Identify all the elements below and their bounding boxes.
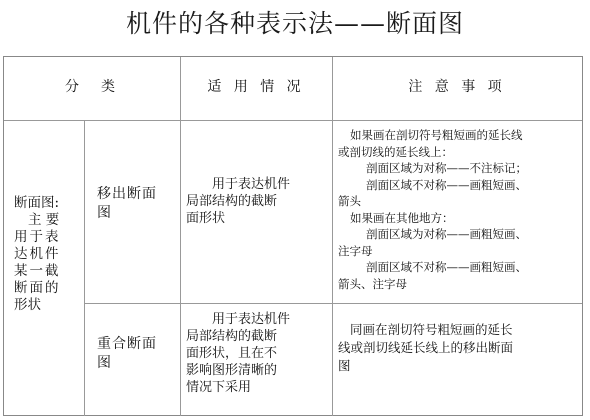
col-divider-1	[84, 120, 85, 416]
type-line: 图	[97, 205, 112, 221]
classification-table	[3, 56, 583, 416]
note-line: 如果画在剖切符号粗短画的延长线	[350, 128, 523, 142]
page-title: 机件的各种表示法——断面图	[125, 9, 464, 38]
row-divider	[84, 303, 582, 304]
col-divider-3	[332, 57, 333, 416]
header-notes: 注 意 事 项	[408, 79, 506, 95]
category-line: 主 要	[28, 212, 60, 228]
category-line: 达机件	[14, 246, 61, 262]
category-line: 断面的	[14, 280, 61, 296]
type-line: 重合断面	[97, 336, 157, 352]
col-divider-2	[180, 57, 181, 416]
notes-coincident-section	[338, 321, 582, 375]
type-line: 图	[97, 355, 112, 371]
usage-line: 用于表达机件	[212, 177, 291, 192]
note-line: 剖面区域为对称——不注标记；	[366, 161, 527, 175]
usage-line: 面形状	[186, 211, 226, 226]
usage-removed-section	[186, 176, 330, 227]
usage-coincident-section	[186, 311, 330, 396]
notes-removed-section	[338, 127, 582, 292]
note-line: 同画在剖切符号粗短画的延长	[350, 322, 513, 337]
type-removed-section	[97, 185, 177, 223]
note-line: 线或剖切线延长线上的移出断面	[338, 340, 514, 355]
usage-line: 影响图形清晰的	[186, 363, 278, 378]
usage-line: 局部结构的截断	[186, 194, 278, 209]
usage-line: 面形状，且在不	[186, 346, 278, 361]
note-line: 或剖切线的延长线上：	[338, 144, 453, 159]
header-classify: 分 类	[65, 79, 119, 95]
header-usage: 适 用 情 况	[207, 79, 305, 95]
category-label	[14, 195, 76, 314]
note-line: 剖面区域为对称——画粗短画、	[366, 227, 527, 241]
usage-line: 情况下采用	[186, 380, 252, 395]
note-line: 剖面区域不对称——画粗短画、	[366, 177, 527, 192]
note-line: 箭头	[338, 194, 361, 208]
type-line: 移出断面	[97, 186, 157, 202]
note-line: 如果画在其他地方：	[350, 210, 454, 225]
category-line: 用于表	[14, 229, 61, 245]
note-line: 箭头、注字母	[338, 276, 407, 291]
note-line: 图	[338, 358, 351, 373]
usage-line: 用于表达机件	[212, 312, 291, 327]
usage-line: 局部结构的截断	[186, 329, 278, 344]
note-line: 剖面区域不对称——画粗短画、	[366, 260, 527, 274]
note-line: 注字母	[338, 243, 373, 258]
category-line: 断面图:	[14, 195, 60, 211]
type-coincident-section	[97, 335, 177, 373]
header-divider	[4, 120, 582, 121]
category-line: 某一截	[14, 263, 61, 279]
category-line: 形状	[14, 297, 41, 313]
